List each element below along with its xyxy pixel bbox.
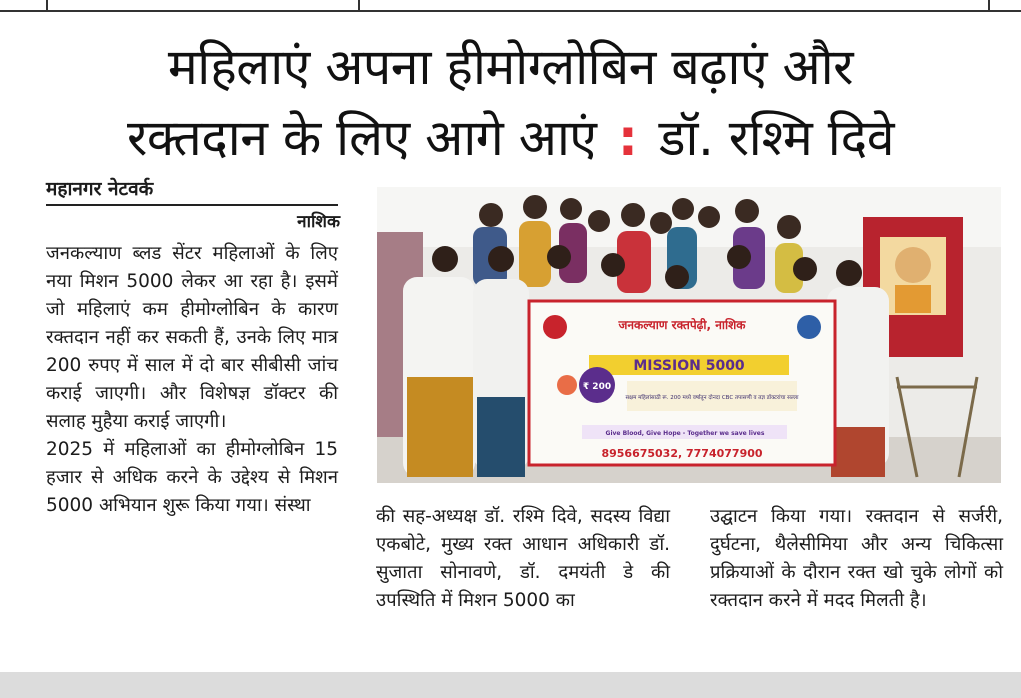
byline-underline	[46, 204, 338, 206]
banner-price: ₹ 200	[582, 382, 612, 392]
banner-phones: 8956675032, 7774077900	[601, 447, 763, 460]
column-1-paragraph-2: 2025 में महिलाओं का हीमोग्लोबिन 15 हजार से अधिक करने के उद्देश्य से मिशन 5000 अभियान शुरू किया गया। संस्था	[46, 439, 338, 516]
headline-line-2	[0, 107, 1021, 169]
group-photo-illustration	[377, 187, 1001, 483]
article-column-1	[46, 240, 338, 520]
article-column-2	[376, 503, 670, 615]
banner-mission: MISSION 5000	[633, 358, 745, 374]
headline-main-text: रक्तदान के लिए आगे आएं	[126, 109, 597, 167]
byline: महानगर नेटवर्क	[46, 178, 154, 200]
top-page-rule	[0, 0, 1021, 12]
next-article-strip	[0, 672, 1021, 698]
headline-name: डॉ. रश्मि दिवे	[658, 109, 895, 167]
headline-line-1: महिलाएं अपना हीमोग्लोबिन बढ़ाएं और	[167, 38, 854, 96]
news-photo	[377, 187, 1001, 483]
column-3-paragraph: उद्घाटन किया गया। रक्तदान से सर्जरी, दुर्घटना, थैलेसीमिया और अन्य चिकित्सा प्रक्रियाओं के दौरान रक्त खो चुके लोगों को रक्तदान करने में मदद मिलती है।	[710, 506, 1003, 611]
headline-separator: :	[617, 109, 638, 167]
banner-slogan: Give Blood, Give Hope - Together we save lives	[605, 430, 765, 437]
banner-text: सक्षम महिलांसाठी रू. 200 मध्ये वर्षातून दोनदा CBC तपासणी व तज्ञ डॉक्टरांचा सल्ला	[625, 395, 799, 401]
column-1-paragraph-1: जनकल्याण ब्लड सेंटर महिलाओं के लिए नया मिशन 5000 लेकर आ रहा है। इसमें जो महिलाएं कम हीमोग्लोबिन के कारण रक्तदान नहीं कर सकती हैं, उनके लिए मात्र 200 रुपए में साल में दो बार सीबीसी जांच कराई जाएगी। और विशेषज्ञ डॉक्टर की सलाह मुहैया कराई जाएगी।	[46, 243, 338, 432]
column-2-paragraph: की सह-अध्यक्ष डॉ. रश्मि दिवे, सदस्य विद्या एकबोटे, मुख्य रक्त आधान अधिकारी डॉ. सुजाता सोनावणे, डॉ. दमयंती डे की उपस्थिति में मिशन 5000 का	[376, 506, 670, 611]
dateline: नाशिक	[297, 212, 340, 232]
article-column-3	[710, 503, 1003, 615]
banner-title: जनकल्याण रक्तपेढ़ी, नाशिक	[618, 318, 746, 332]
